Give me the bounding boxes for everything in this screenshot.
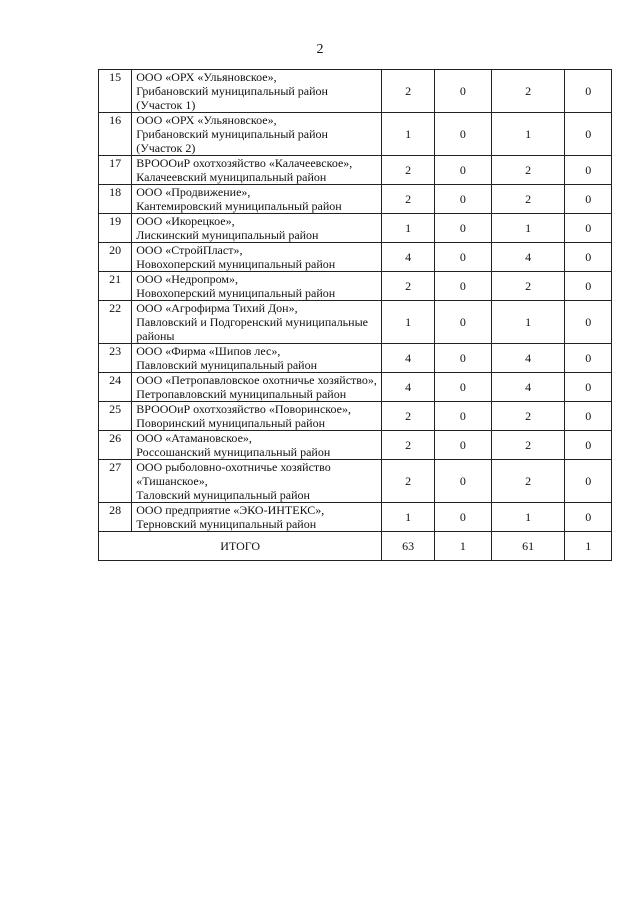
organization-line: Грибановский муниципальный район: [136, 84, 328, 98]
hunting-quota-table: [98, 69, 612, 561]
value-cell-2: 0: [434, 402, 491, 431]
row-number: 15: [99, 70, 132, 113]
table-row: [99, 70, 612, 113]
organization-cell: [132, 70, 382, 113]
row-number: 20: [99, 243, 132, 272]
value-cell-3: 1: [491, 503, 565, 532]
value-cell-3: 2: [491, 431, 565, 460]
value-cell-1: 4: [382, 344, 435, 373]
value-cell-4: 0: [565, 402, 612, 431]
value-cell-2: 0: [434, 214, 491, 243]
value-cell-1: 2: [382, 70, 435, 113]
organization-line: Новохоперский муниципальный район: [136, 257, 336, 271]
value-cell-4: 0: [565, 243, 612, 272]
value-cell-4: 0: [565, 70, 612, 113]
value-cell-3: 2: [491, 156, 565, 185]
value-cell-2: 0: [434, 156, 491, 185]
value-cell-3: 1: [491, 301, 565, 344]
organization-line: Кантемировский муниципальный район: [136, 199, 342, 213]
table-row: [99, 301, 612, 344]
value-cell-1: 1: [382, 301, 435, 344]
value-cell-3: 2: [491, 460, 565, 503]
total-value-2: 1: [434, 532, 491, 561]
row-number: 28: [99, 503, 132, 532]
organization-line: Грибановский муниципальный район: [136, 127, 328, 141]
organization-cell: [132, 214, 382, 243]
value-cell-1: 1: [382, 113, 435, 156]
value-cell-1: 2: [382, 460, 435, 503]
organization-line: ООО «Икорецкое»,: [136, 214, 235, 228]
row-number: 16: [99, 113, 132, 156]
organization-line: ООО «Фирма «Шипов лес»,: [136, 344, 281, 358]
table-body: [99, 70, 612, 561]
value-cell-4: 0: [565, 185, 612, 214]
value-cell-3: 2: [491, 70, 565, 113]
value-cell-1: 4: [382, 373, 435, 402]
total-label: ИТОГО: [99, 532, 382, 561]
organization-line: (Участок 2): [136, 141, 196, 155]
row-number: 19: [99, 214, 132, 243]
organization-line: ВРОООиР охотхозяйство «Калачеевское»,: [136, 156, 353, 170]
row-number: 26: [99, 431, 132, 460]
total-value-1: 63: [382, 532, 435, 561]
value-cell-4: 0: [565, 373, 612, 402]
organization-cell: [132, 431, 382, 460]
table-row: [99, 156, 612, 185]
organization-line: (Участок 1): [136, 98, 196, 112]
value-cell-4: 0: [565, 156, 612, 185]
organization-line: Петропавловский муниципальный район: [136, 387, 347, 401]
value-cell-4: 0: [565, 460, 612, 503]
value-cell-2: 0: [434, 373, 491, 402]
row-number: 18: [99, 185, 132, 214]
organization-line: Лискинский муниципальный район: [136, 228, 319, 242]
organization-cell: [132, 460, 382, 503]
organization-line: Терновский муниципальный район: [136, 517, 317, 531]
organization-line: ООО предприятие «ЭКО-ИНТЕКС»,: [136, 503, 325, 517]
page-number: 2: [316, 42, 324, 57]
organization-line: ООО «Агрофирма Тихий Дон»,: [136, 301, 298, 315]
value-cell-2: 0: [434, 70, 491, 113]
table-row: [99, 503, 612, 532]
value-cell-4: 0: [565, 344, 612, 373]
organization-line: Новохоперский муниципальный район: [136, 286, 336, 300]
organization-line: Таловский муниципальный район: [136, 488, 310, 502]
value-cell-2: 0: [434, 301, 491, 344]
row-number: 22: [99, 301, 132, 344]
organization-cell: [132, 156, 382, 185]
value-cell-1: 4: [382, 243, 435, 272]
row-number: 17: [99, 156, 132, 185]
organization-line: ООО «СтройПласт»,: [136, 243, 243, 257]
organization-line: Поворинский муниципальный район: [136, 416, 326, 430]
table-row: [99, 243, 612, 272]
organization-line: ООО рыболовно-охотничье хозяйство: [136, 460, 331, 474]
value-cell-3: 4: [491, 344, 565, 373]
row-number: 27: [99, 460, 132, 503]
value-cell-1: 2: [382, 185, 435, 214]
organization-line: Россошанский муниципальный район: [136, 445, 331, 459]
value-cell-2: 0: [434, 272, 491, 301]
organization-cell: [132, 301, 382, 344]
table-row: [99, 185, 612, 214]
table-row: [99, 373, 612, 402]
value-cell-2: 0: [434, 344, 491, 373]
value-cell-4: 0: [565, 214, 612, 243]
value-cell-1: 2: [382, 402, 435, 431]
value-cell-3: 2: [491, 272, 565, 301]
organization-line: Павловский муниципальный район: [136, 358, 318, 372]
organization-cell: [132, 113, 382, 156]
value-cell-2: 0: [434, 460, 491, 503]
value-cell-1: 2: [382, 431, 435, 460]
table-row: [99, 214, 612, 243]
total-value-3: 61: [491, 532, 565, 561]
row-number: 24: [99, 373, 132, 402]
row-number: 21: [99, 272, 132, 301]
value-cell-3: 1: [491, 113, 565, 156]
table-row: [99, 272, 612, 301]
value-cell-1: 2: [382, 272, 435, 301]
row-number: 25: [99, 402, 132, 431]
organization-line: «Тишанское»,: [136, 474, 208, 488]
total-value-4: 1: [565, 532, 612, 561]
organization-line: ООО «Атамановское»,: [136, 431, 252, 445]
value-cell-4: 0: [565, 272, 612, 301]
row-number: 23: [99, 344, 132, 373]
organization-cell: [132, 344, 382, 373]
organization-cell: [132, 185, 382, 214]
value-cell-2: 0: [434, 431, 491, 460]
value-cell-4: 0: [565, 503, 612, 532]
value-cell-2: 0: [434, 113, 491, 156]
value-cell-1: 2: [382, 156, 435, 185]
value-cell-2: 0: [434, 185, 491, 214]
organization-line: ООО «Петропавловское охотничье хозяйство»,: [136, 373, 377, 387]
value-cell-1: 1: [382, 214, 435, 243]
organization-line: ООО «Продвижение»,: [136, 185, 251, 199]
organization-cell: [132, 503, 382, 532]
value-cell-3: 4: [491, 243, 565, 272]
organization-line: районы: [136, 329, 175, 343]
organization-line: ООО «ОРХ «Ульяновское»,: [136, 113, 277, 127]
organization-line: ООО «ОРХ «Ульяновское»,: [136, 70, 277, 84]
value-cell-3: 2: [491, 185, 565, 214]
table-row: [99, 344, 612, 373]
total-row: [99, 532, 612, 561]
organization-line: Павловский и Подгоренский муниципальные: [136, 315, 368, 329]
value-cell-4: 0: [565, 431, 612, 460]
organization-line: ВРОООиР охотхозяйство «Поворинское»,: [136, 402, 351, 416]
value-cell-4: 0: [565, 301, 612, 344]
organization-cell: [132, 402, 382, 431]
organization-cell: [132, 243, 382, 272]
table-row: [99, 460, 612, 503]
organization-cell: [132, 272, 382, 301]
organization-line: ООО «Недропром»,: [136, 272, 238, 286]
value-cell-4: 0: [565, 113, 612, 156]
organization-line: Калачеевский муниципальный район: [136, 170, 327, 184]
value-cell-3: 1: [491, 214, 565, 243]
value-cell-3: 4: [491, 373, 565, 402]
value-cell-2: 0: [434, 243, 491, 272]
table-row: [99, 431, 612, 460]
value-cell-2: 0: [434, 503, 491, 532]
table-row: [99, 402, 612, 431]
value-cell-1: 1: [382, 503, 435, 532]
organization-cell: [132, 373, 382, 402]
table-row: [99, 113, 612, 156]
value-cell-3: 2: [491, 402, 565, 431]
